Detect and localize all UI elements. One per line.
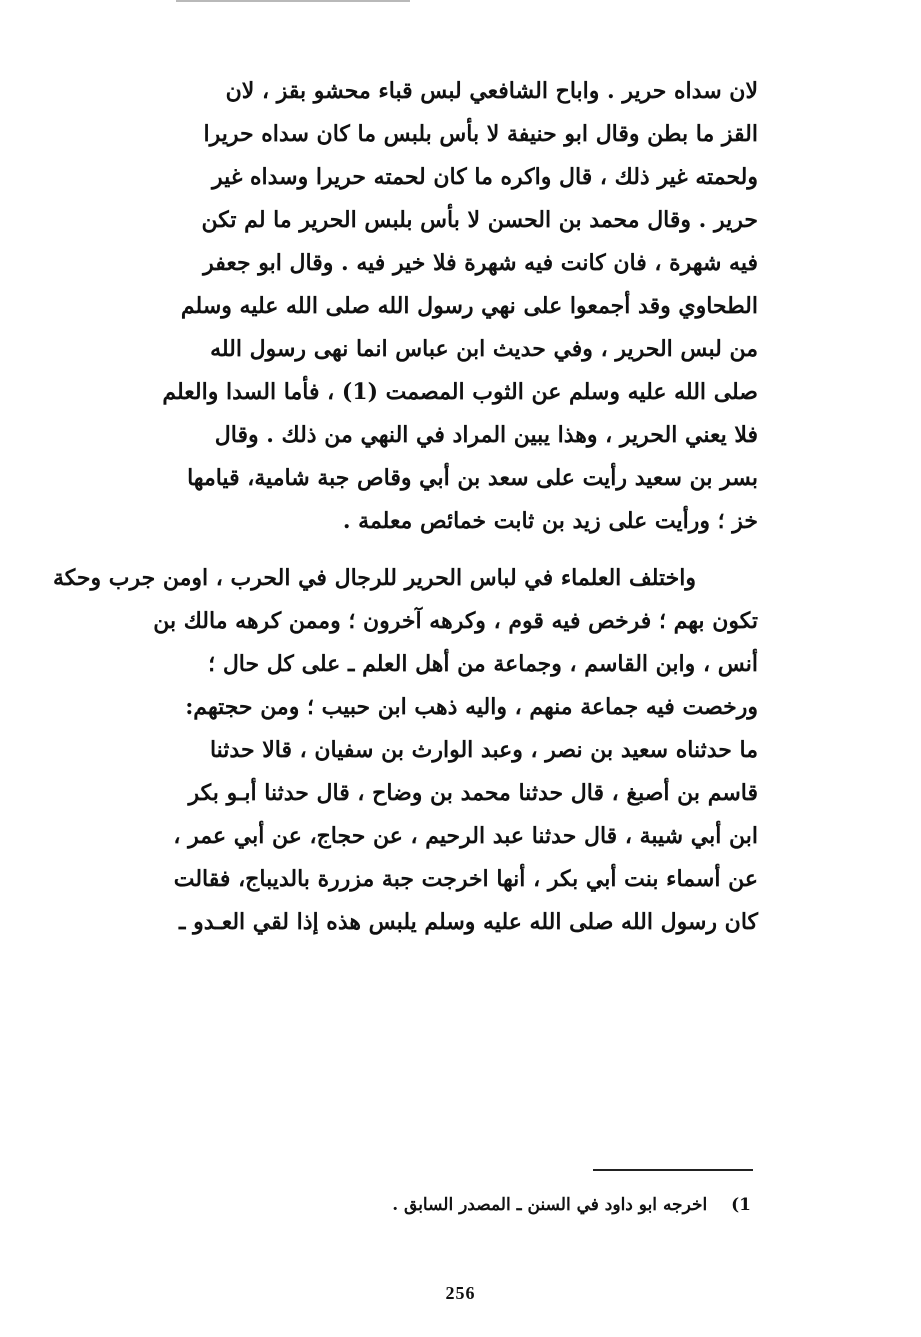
text-line: عن أسماء بنت أبي بكر ، أنها اخرجت جبة مزررة بالديباج، فقالت: [173, 866, 758, 892]
top-edge-rule: [176, 0, 410, 5]
text-line: حرير . وقال محمد بن الحسن لا بأس بلبس الحرير ما لم تكن: [201, 207, 758, 233]
text-line: خز ؛ ورأيت على زيد بن ثابت خمائص معلمة .: [342, 508, 758, 534]
text-line: بسر بن سعيد رأيت على سعد بن أبي وقاص جبة شامية، قيامها: [187, 465, 758, 491]
text-line: واختلف العلماء في لباس الحرير للرجال في الحرب ، اومن جرب وحكة: [52, 565, 696, 591]
text-line: ابن أبي شيبة ، قال حدثنا عبد الرحيم ، عن حجاج، عن أبي عمر ،: [173, 823, 758, 849]
page-body: [52, 70, 758, 944]
footnote-text: اخرجه ابو داود في السنن ـ المصدر السابق .: [392, 1195, 708, 1215]
paragraph-2: [52, 557, 758, 944]
text-line: ورخصت فيه جماعة منهم ، واليه ذهب ابن حبيب ؛ ومن حجتهم:: [185, 694, 758, 720]
text-line: من لبس الحرير ، وفي حديث ابن عباس انما نهى رسول الله: [210, 336, 758, 362]
text-line: القز ما بطن وقال ابو حنيفة لا بأس بلبس ما كان سداه حريرا: [203, 121, 758, 147]
text-line: كان رسول الله صلى الله عليه وسلم يلبس هذه إذا لقي العـدو ـ: [178, 909, 758, 935]
text-line: أنس ، وابن القاسم ، وجماعة من أهل العلم ـ على كل حال ؛: [208, 651, 758, 677]
footnote-number: 1): [731, 1195, 751, 1215]
text-line: قاسم بن أصبغ ، قال حدثنا محمد بن وضاح ، قال حدثنا أبـو بكر: [188, 780, 758, 806]
text-line: الطحاوي وقد أجمعوا على نهي رسول الله صلى الله عليه وسلم: [180, 293, 758, 319]
footnote: [392, 1190, 751, 1220]
paragraph-1: [118, 70, 758, 543]
page-number: 256: [445, 1283, 476, 1303]
text-line: تكون بهم ؛ فرخص فيه قوم ، وكرهه آخرون ؛ وممن كرهه مالك بن: [153, 608, 758, 634]
text-line: فلا يعني الحرير ، وهذا يبين المراد في النهي من ذلك . وقال: [214, 422, 758, 448]
footnote-separator: [593, 1169, 753, 1171]
text-line: لان سداه حرير . واباح الشافعي لبس قباء محشو بقز ، لان: [225, 78, 758, 104]
text-line: فيه شهرة ، فان كانت فيه شهرة فلا خير فيه . وقال ابو جعفر: [203, 250, 758, 276]
paragraph-gap: [118, 543, 758, 557]
text-line: صلى الله عليه وسلم عن الثوب المصمت (1) ، فأما السدا والعلم: [162, 379, 758, 405]
text-line: ولحمته غير ذلك ، قال واكره ما كان لحمته حريرا وسداه غير: [212, 164, 758, 190]
text-line: ما حدثناه سعيد بن نصر ، وعبد الوارث بن سفيان ، قالا حدثنا: [209, 737, 758, 763]
